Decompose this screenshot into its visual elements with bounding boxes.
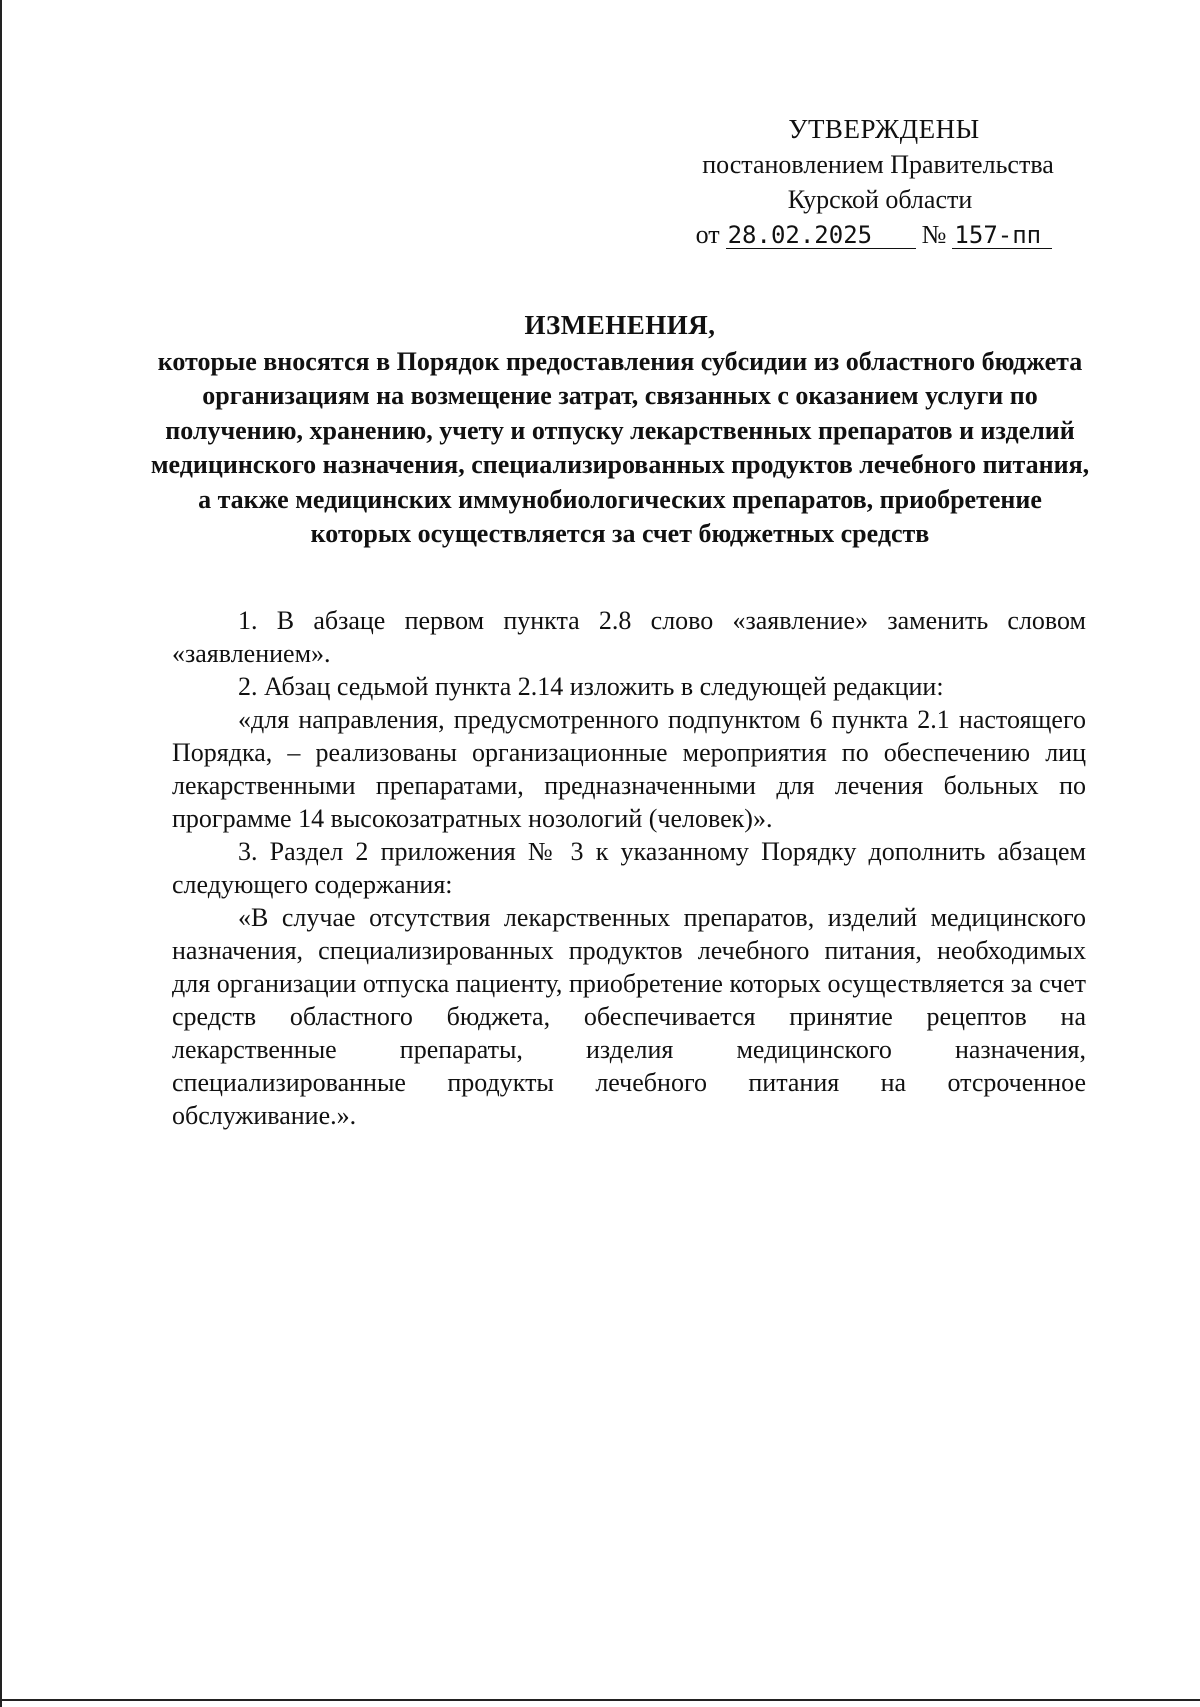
approval-stamp [660, 112, 1080, 252]
approval-date: 28.02.2025 [726, 222, 916, 249]
scan-edge-bottom [0, 1699, 1200, 1701]
approval-line-2: Курской области [787, 185, 973, 214]
number-sign: № [921, 220, 947, 249]
paragraph-2: 2. Абзац седьмой пункта 2.14 изложить в следующей редакции: [238, 672, 944, 701]
title-subtitle: которые вносятся в Порядок предоставления субсидии из областного бюджета организациям на возмещение затрат, связанных с оказанием услуги по получению, хранению, учету и отпуску лекарственных препаратов и изделий медицинского назначения, специализированных продуктов лечебного питания, а также медицинских иммунобиологических препаратов, приобретение которых осуществляется за счет бюджетных средств [150, 346, 1090, 548]
approval-heading: УТВЕРЖДЕНЫ [788, 114, 980, 144]
title-main: ИЗМЕНЕНИЯ, [524, 310, 716, 340]
paragraph-3: «для направления, предусмотренного подпунктом 6 пункта 2.1 настоящего Порядка, – реализованы организационные мероприятия по обеспечению лиц лекарственными препаратами, предназначенными для лечения больных по программе 14 высокозатратных нозологий (человек)». [172, 705, 1086, 833]
date-prefix: от [695, 220, 720, 249]
paragraph-1: 1. В абзаце первом пункта 2.8 слово «заявление» заменить словом «заявлением». [172, 606, 1086, 668]
document-title [150, 308, 1090, 552]
document-body [172, 604, 1086, 1132]
scan-edge-left [0, 0, 2, 1707]
approval-number: 157-пп [952, 222, 1052, 249]
approval-line-1: постановлением Правительства [702, 150, 1054, 179]
paragraph-5: «В случае отсутствия лекарственных препаратов, изделий медицинского назначения, специализированных продуктов лечебного питания, необходимых для организации отпуска пациенту, приобретение которых осуществляется за счет средств областного бюджета, обеспечивается принятие рецептов на лекарственные препараты, изделия медицинского назначения, специализированные продукты лечебного питания на отсроченное обслуживание.». [172, 903, 1086, 1130]
approval-date-line [668, 217, 1080, 252]
paragraph-4: 3. Раздел 2 приложения № 3 к указанному Порядку дополнить абзацем следующего содержания: [172, 837, 1086, 899]
